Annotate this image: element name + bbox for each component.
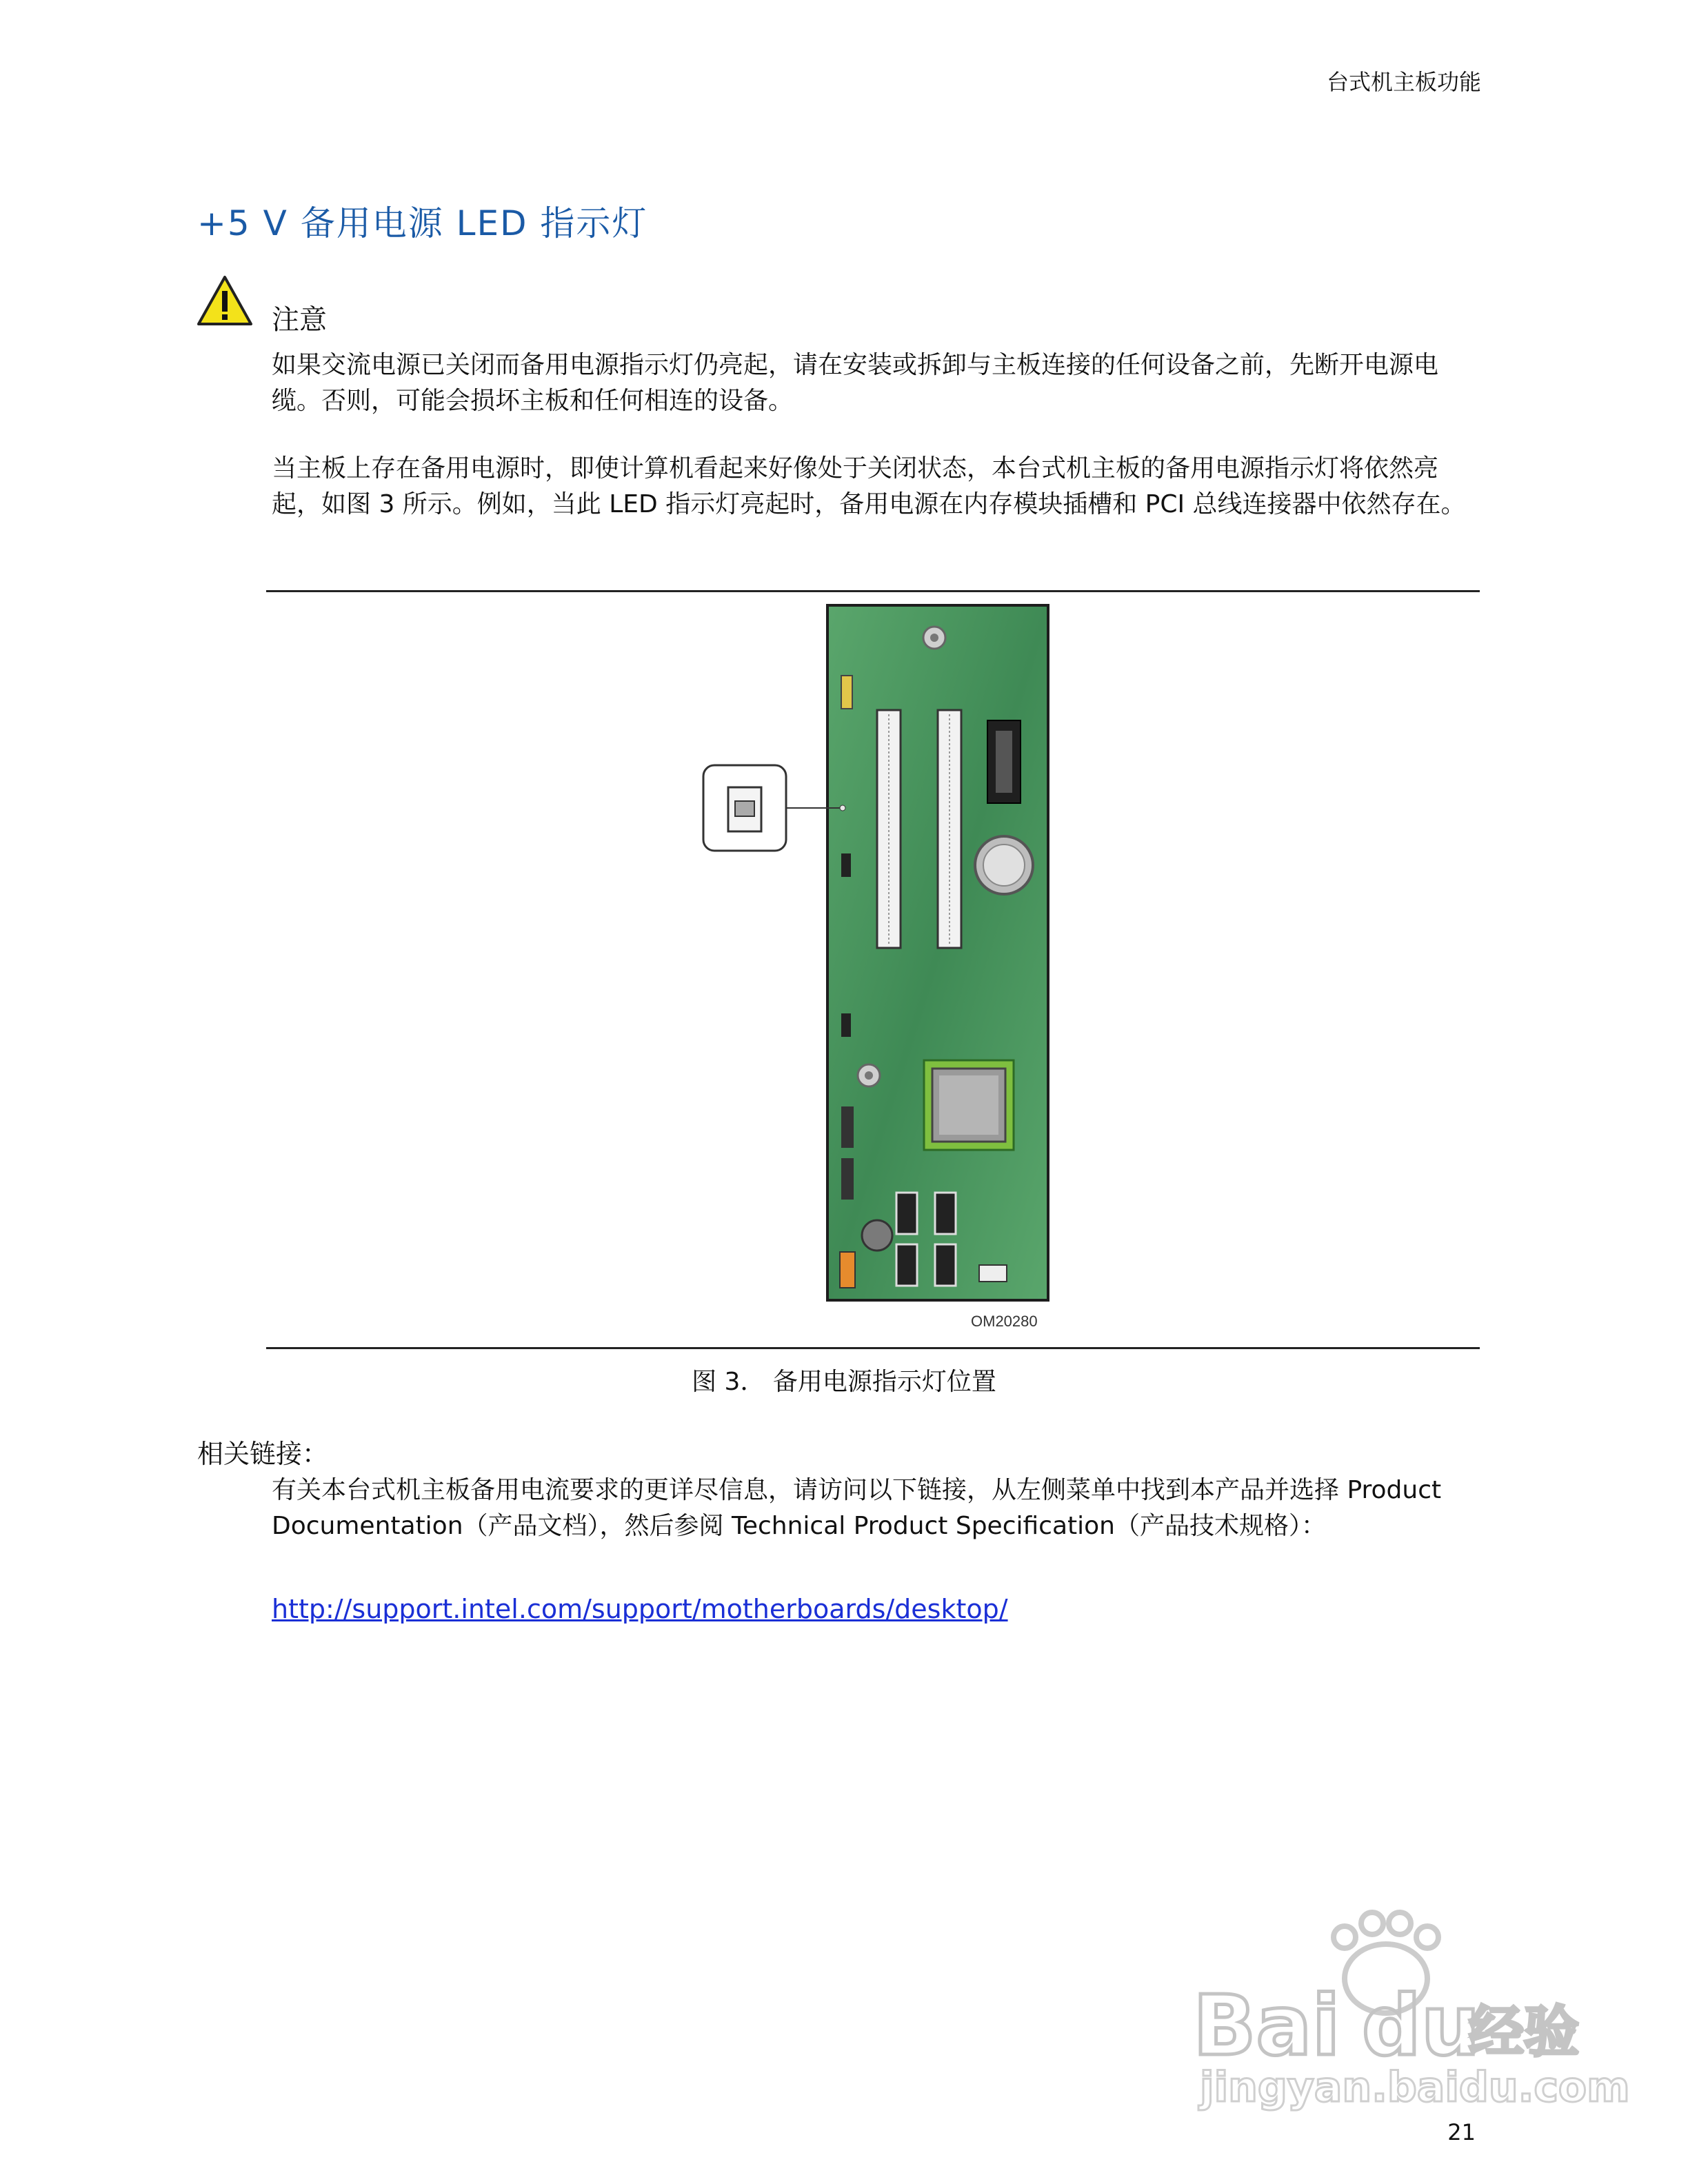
page-number: 21 <box>1447 2119 1476 2145</box>
figure-id: OM20280 <box>971 1313 1038 1330</box>
related-links-text: 有关本台式机主板备用电流要求的更详尽信息，请访问以下链接，从左侧菜单中找到本产品并选择 Product Documentation（产品文档），然后参阅 Technical Product Specification（产品技术规格）： <box>272 1476 1442 1540</box>
figure-top-rule <box>266 590 1480 592</box>
svg-text:du: du <box>1362 1979 1480 2074</box>
svg-text:Bai: Bai <box>1193 1979 1340 2074</box>
caution-title: 注意 <box>272 304 327 336</box>
svg-text:经验: 经验 <box>1469 2000 1579 2064</box>
body-paragraph: 当主板上存在备用电源时，即使计算机看起来好像处于关闭状态，本台式机主板的备用电源指示灯将依然亮起，如图 3 所示。例如，当此 LED 指示灯亮起时，备用电源在内存模块插槽和 PCI 总线连接器中依然存在。 <box>272 454 1466 518</box>
support-link[interactable]: http://support.intel.com/support/motherboards/desktop/ <box>272 1594 1008 1624</box>
svg-text:jingyan.baidu.com: jingyan.baidu.com <box>1200 2063 1630 2112</box>
section-title: +5 V 备用电源 LED 指示灯 <box>197 203 648 243</box>
figure-caption: 图 3． 备用电源指示灯位置 <box>692 1368 996 1396</box>
baidu-jingyan-watermark <box>1186 1903 1630 2112</box>
running-header: 台式机主板功能 <box>1326 69 1481 95</box>
motherboard-figure <box>696 600 1055 1337</box>
related-links-heading: 相关链接： <box>197 1439 329 1469</box>
warning-triangle-icon <box>196 274 254 327</box>
caution-text: 如果交流电源已关闭而备用电源指示灯仍亮起，请在安装或拆卸与主板连接的任何设备之前，先断开电源电缆。否则，可能会损坏主板和任何相连的设备。 <box>272 351 1439 415</box>
figure-bottom-rule <box>266 1347 1480 1349</box>
